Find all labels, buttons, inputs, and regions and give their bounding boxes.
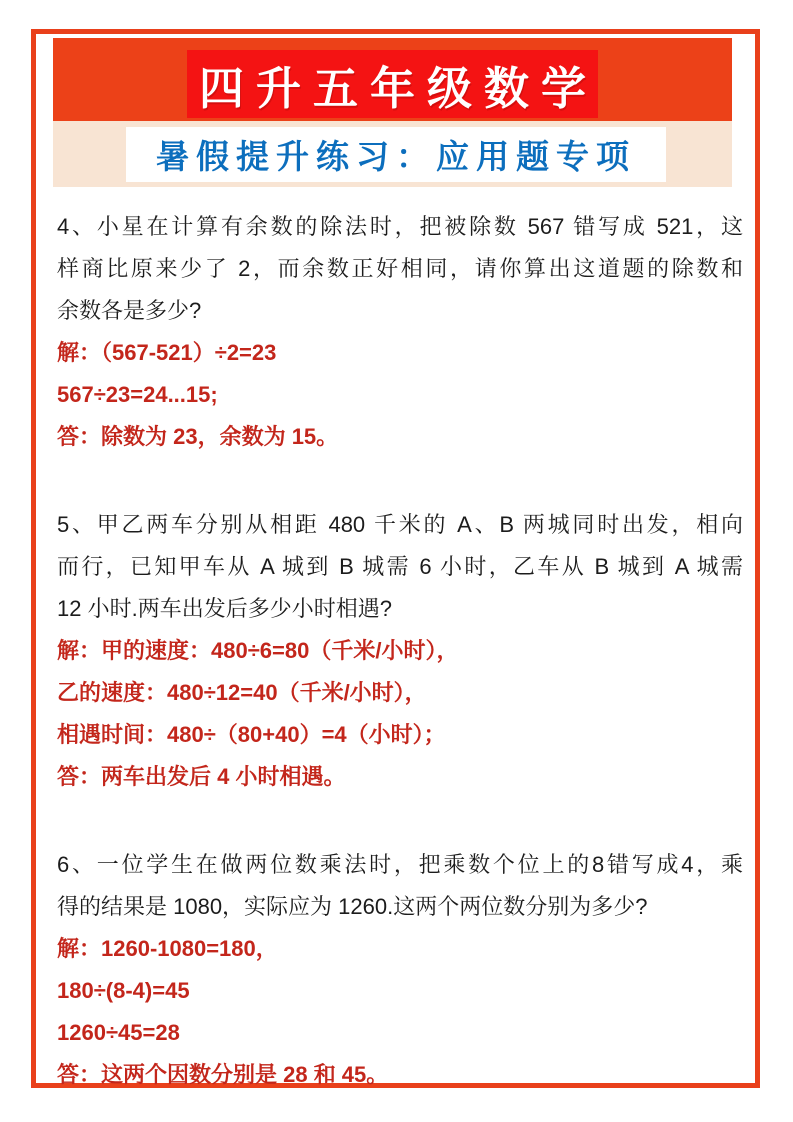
solution-line: 1260÷45=28 xyxy=(57,1020,180,1045)
solution-line: 567÷23=24...15; xyxy=(57,382,218,407)
problem-4 xyxy=(57,206,743,458)
problem-5 xyxy=(57,504,743,798)
question-line: 样商比原来少了 2，而余数正好相同，请你算出这道题的除数和 xyxy=(57,256,743,281)
page-title: 四升五年级数学 xyxy=(199,62,599,114)
answer-line: 答：两车出发后 4 小时相遇。 xyxy=(57,764,346,789)
question-line: 4、小星在计算有余数的除法时，把被除数 567 错写成 521，这 xyxy=(57,214,743,239)
solution-line: 解：甲的速度：480÷6=80（千米/小时）， xyxy=(57,638,459,663)
solution-line: 乙的速度：480÷12=40（千米/小时）， xyxy=(57,680,427,705)
subtitle-plate xyxy=(126,127,666,182)
page-subtitle: 暑假提升练习：应用题专项 xyxy=(156,138,636,175)
title-banner xyxy=(53,38,732,121)
problem-6 xyxy=(57,844,743,1096)
question-line: 而行，已知甲车从 A 城到 B 城需 6 小时，乙车从 B 城到 A 城需 xyxy=(57,554,743,579)
question-line: 余数各是多少? xyxy=(57,298,202,323)
solution-line: 解：1260-1080=180， xyxy=(57,936,278,961)
answer-line: 答：除数为 23，余数为 15。 xyxy=(57,424,339,449)
question-line: 12 小时.两车出发后多少小时相遇? xyxy=(57,596,392,621)
question-line: 6、一位学生在做两位数乘法时，把乘数个位上的8错写成4，乘 xyxy=(57,852,743,877)
answer-line: 答：这两个因数分别是 28 和 45。 xyxy=(57,1062,389,1087)
question-line: 5、甲乙两车分别从相距 480 千米的 A、B 两城同时出发，相向 xyxy=(57,512,743,537)
solution-line: 解：（567-521）÷2=23 xyxy=(57,340,277,365)
question-line: 得的结果是 1080，实际应为 1260.这两个两位数分别为多少? xyxy=(57,894,648,919)
solution-line: 相遇时间：480÷（80+40）=4（小时）； xyxy=(57,722,446,747)
problems-list xyxy=(57,206,743,1096)
subtitle-band xyxy=(53,121,732,187)
solution-line: 180÷(8-4)=45 xyxy=(57,978,190,1003)
title-plate xyxy=(187,50,598,118)
